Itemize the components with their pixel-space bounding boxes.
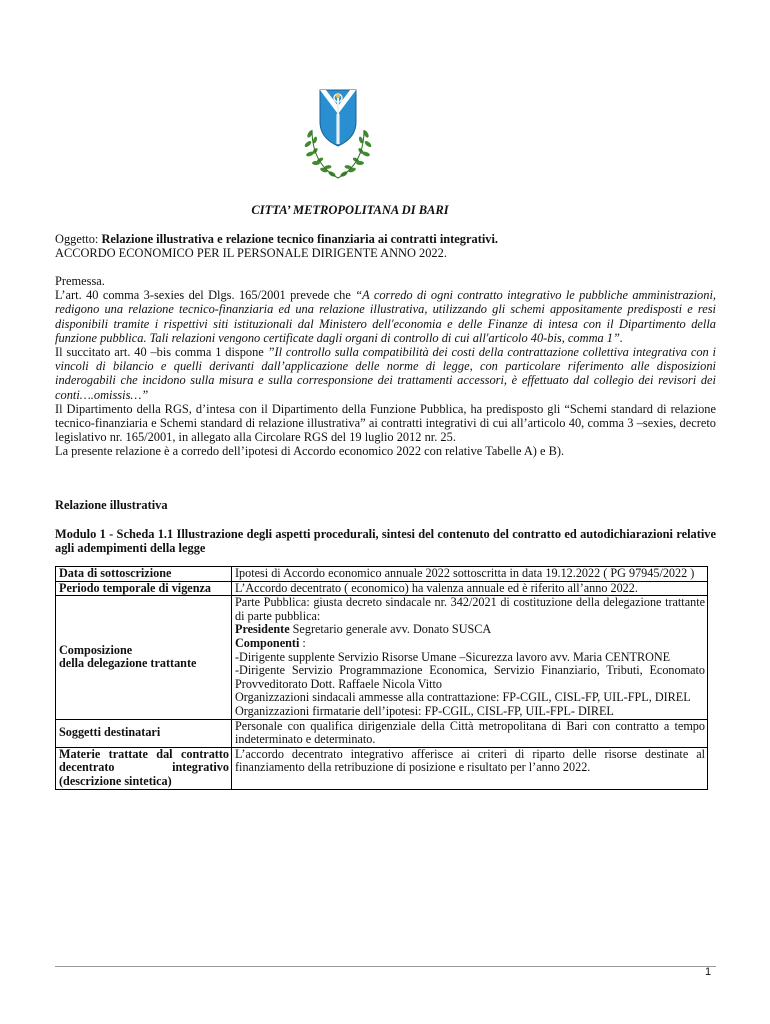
table-row <box>56 747 708 789</box>
componente-2: -Dirigente Servizio Programmazione Economica, Servizio Finanziario, Tributi, Economato Provveditorato Dott. Raffaele Nicola Vitto <box>235 663 705 691</box>
componenti-sep: : <box>299 635 306 650</box>
table-row <box>56 596 708 719</box>
presidente-value: Segretario generale avv. Donato SUSCA <box>289 622 492 637</box>
row-label: Soggetti destinatari <box>56 719 232 747</box>
row-label: Materie trattate dal contratto decentrato integrativo (descrizione sintetica) <box>56 747 232 789</box>
summary-table <box>55 566 708 790</box>
premessa-block <box>55 274 716 459</box>
premessa-p4: La presente relazione è a corredo dell’ipotesi di Accordo economico 2022 con relative Tabelle A) e B). <box>55 444 565 459</box>
row-value: Ipotesi di Accordo economico annuale 2022 sottoscritta in data 19.12.2022 ( PG 97945/2022 ) <box>232 567 708 582</box>
row-label: Periodo temporale di vigenza <box>56 581 232 596</box>
premessa-p2-intro: Il succitato art. 40 –bis comma 1 dispone <box>55 345 268 360</box>
premessa-p1-quote: “A corredo di ogni contratto integrativo le pubbliche amministrazioni, redigono una relazione tecnico-finanziaria ed una relazione illustrativa, utilizzando gli schemi appositamente predisposti e resi disponibili tramite i rispettivi siti istituzionali dal Ministero dell'economia e delle Finanze di intesa con il Dipartimento della funzione pubblica. Tali relazioni vengono certificate dagli organi di controllo di cui all'articolo 40-bis, comma 1”. <box>55 288 716 345</box>
organizzazioni-firmatarie: Organizzazioni firmatarie dell’ipotesi: FP-CGIL, CISL-FP, UIL-FPL- DIREL <box>235 703 614 718</box>
subject-block <box>55 232 716 260</box>
institution-title: CITTA’ METROPOLITANA DI BARI <box>251 203 449 217</box>
componenti-label: Componenti <box>235 635 300 650</box>
presidente-label: Presidente <box>235 622 290 637</box>
row-value: L’accordo decentrato integrativo afferisce ai criteri di riparto delle risorse destinate al finanziamento della retribuzione di posizione e risultato per l’anno 2022. <box>232 747 708 789</box>
premessa-p2-quote: ”Il controllo sulla compatibilità dei costi della contrattazione collettiva integrativa con i vincoli di bilancio e quelli derivanti dall’applicazione delle norme di legge, con particolare riferimento alle disposizioni inderogabili che incidono sulla misura e sulla corresponsione dei trattamenti accessori, è effettuato dal collegio dei revisori dei conti….omissis…” <box>55 345 717 402</box>
row-label <box>56 596 232 719</box>
footer-divider <box>55 966 716 967</box>
page-number: 1 <box>705 966 712 978</box>
row-label-line2: della delegazione trattante <box>59 656 197 671</box>
premessa-p3: Il Dipartimento della RGS, d’intesa con il Dipartimento della Funzione Pubblica, ha predisposto gli “Schemi standard di relazione tecnico-finanziaria e Schemi standard di relazione illustrativa” ai contratti integrativi di cui all’articolo 40, comma 3 –sexies, decreto legislativo nr. 165/2001, in allegato alla Circolare RGS del 19 luglio 2012 nr. 25. <box>55 401 716 445</box>
row-value: Personale con qualifica dirigenziale della Città metropolitana di Bari con contratto a tempo indeterminato e determinato. <box>232 719 708 747</box>
premessa-p1-intro: L’art. 40 comma 3-sexies del Dlgs. 165/2001 prevede che <box>55 288 356 303</box>
table-row <box>56 719 708 747</box>
coat-of-arms-icon <box>298 84 378 188</box>
row-label-line1: Composizione <box>59 642 133 657</box>
subject-title: Relazione illustrativa e relazione tecnico finanziaria ai contratti integrativi. <box>101 232 498 246</box>
subject-line2: ACCORDO ECONOMICO PER IL PERSONALE DIRIGENTE ANNO 2022. <box>55 246 447 261</box>
row-value <box>232 596 708 719</box>
delegation-public-party: Parte Pubblica: giusta decreto sindacale nr. 342/2021 di costituzione della delegazione trattante di parte pubblica: <box>235 595 705 623</box>
organizzazioni-ammesse: Organizzazioni sindacali ammesse alla contrattazione: FP-CGIL, CISL-FP, UIL-FPL, DIREL <box>235 690 691 705</box>
premessa-heading: Premessa. <box>55 274 105 288</box>
row-value: L’Accordo decentrato ( economico) ha valenza annuale ed è riferito all’anno 2022. <box>232 581 708 596</box>
section-heading: Relazione illustrativa <box>55 498 168 512</box>
componente-1: -Dirigente supplente Servizio Risorse Umane –Sicurezza lavoro avv. Maria CENTRONE <box>235 649 671 664</box>
table-row <box>56 567 708 582</box>
table-row <box>56 581 708 596</box>
subject-prefix: Oggetto: <box>55 232 102 246</box>
module-heading: Modulo 1 - Scheda 1.1 Illustrazione degli aspetti procedurali, sintesi del contenuto del contratto ed autodichiarazioni relative agli adempimenti della legge <box>55 527 716 556</box>
row-label: Data di sottoscrizione <box>56 567 232 582</box>
